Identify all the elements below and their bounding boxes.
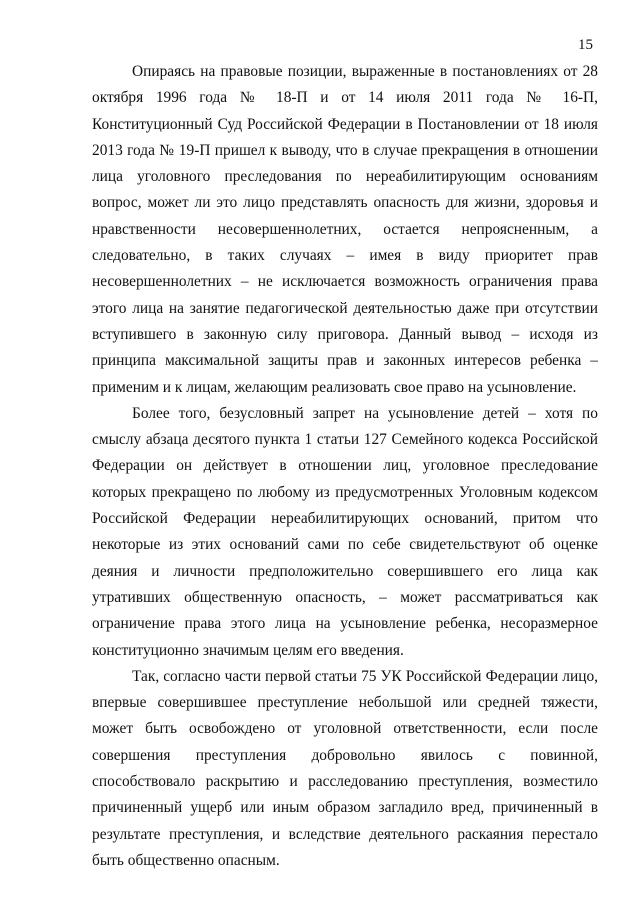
paragraph-3: Так, согласно части первой статьи 75 УК Российской Федерации лицо, впервые совершившее преступление небольшой или средней тяжести, может быть освобождено от уголовной ответственности, если после совершения преступления добровольно явилось с повинной, способствовало раскрытию и расследованию преступления, возместило причиненный ущерб или иным образом загладило вред, причиненный в результате преступления, и вследствие деятельного раскаяния перестало быть общественно опасным. xyxy=(92,667,598,869)
paragraph-2: Более того, безусловный запрет на усыновление детей – хотя по смыслу абзаца десятого пункта 1 статьи 127 Семейного кодекса Российской Федерации он действует в отношении лиц, уголовное преследование которых прекращено по любому из предусмотренных Уголовным кодексом Российской Федерации нереабилитирующих оснований, притом что некоторые из этих оснований сами по себе свидетельствуют об оценке деяния и личности предположительно совершившего его лица как утративших общественную опасность, – может рассматриваться как ограничение права этого лица на усыновление ребенка, несоразмерное конституционно значимым целям его введения. xyxy=(92,404,598,659)
document-body xyxy=(92,59,598,874)
paragraph-1: Опираясь на правовые позиции, выраженные в постановлениях от 28 октября 1996 года № 18-П и от 14 июля 2011 года № 16-П, Конституционный Суд Российской Федерации в Постановлении от 18 июля 2013 года № 19-П пришел к выводу, что в случае прекращения в отношении лица уголовного преследования по нереабилитирующим основаниям вопрос, может ли это лицо представлять опасность для жизни, здоровья и нравственности несовершеннолетних, остается непроясненным, а следовательно, в таких случаях – имея в виду приоритет прав несовершеннолетних – не исключается возможность ограничения права этого лица на занятие педагогической деятельностью даже при отсутствии вступившего в законную силу приговора. Данный вывод – исходя из принципа максимальной защиты прав и законных интересов ребенка – применим и к лицам, желающим реализовать свое право на усыновление. xyxy=(92,63,598,396)
page-number: 15 xyxy=(578,37,593,53)
